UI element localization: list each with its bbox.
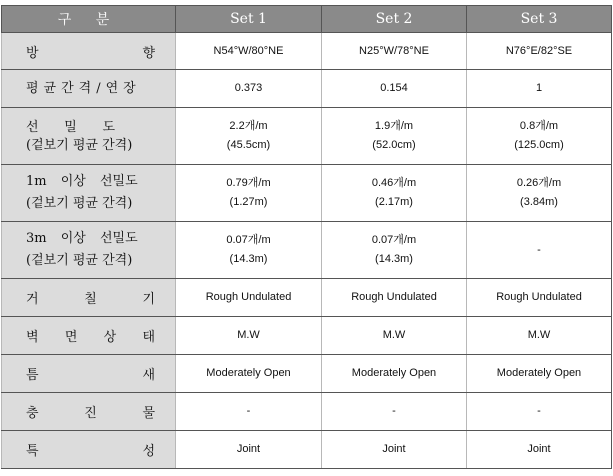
- cell-set-2: N25°W/78°NE: [322, 33, 467, 70]
- cell-set-2: 0.07개/m (14.3m): [322, 222, 467, 279]
- cell-set-1: 0.373: [176, 70, 322, 108]
- header-set-3: Set 3: [467, 6, 612, 33]
- cell-set-1: N54°W/80°NE: [176, 33, 322, 70]
- row-linear-density: [2, 108, 612, 165]
- cell-set-3: M.W: [467, 317, 612, 355]
- cell-set-3: 0.8개/m (125.0cm): [467, 108, 612, 165]
- cell-set-2: Rough Undulated: [322, 279, 467, 317]
- header-set-1: Set 1: [176, 6, 322, 33]
- cell-set-3: N76°E/82°SE: [467, 33, 612, 70]
- row-density-over-1m: [2, 165, 612, 222]
- cell-set-1: 0.79개/m (1.27m): [176, 165, 322, 222]
- cell-set-1: 0.07개/m (14.3m): [176, 222, 322, 279]
- row-mean-spacing: [2, 70, 612, 108]
- cell-set-2: 0.46개/m (2.17m): [322, 165, 467, 222]
- cell-set-2: M.W: [322, 317, 467, 355]
- row-roughness: [2, 279, 612, 317]
- joint-set-table: [1, 5, 612, 469]
- cell-set-3: -: [467, 222, 612, 279]
- row-wall-condition: [2, 317, 612, 355]
- row-label: 1m 이상 선밀도 (겉보기 평균 간격): [2, 165, 176, 222]
- cell-set-2: 1.9개/m (52.0cm): [322, 108, 467, 165]
- row-label: 평균간격/연장: [2, 70, 176, 108]
- cell-set-3: Rough Undulated: [467, 279, 612, 317]
- row-label: 벽 면 상 태: [2, 317, 176, 355]
- cell-set-3: Joint: [467, 431, 612, 469]
- row-label: 충 진 물: [2, 393, 176, 431]
- header-row: [2, 6, 612, 33]
- cell-set-2: Joint: [322, 431, 467, 469]
- row-label: 거 칠 기: [2, 279, 176, 317]
- row-label: 선 밀 도 (겉보기 평균 간격): [2, 108, 176, 165]
- row-label: 틈 새: [2, 355, 176, 393]
- header-label: 구 분: [2, 6, 176, 33]
- cell-set-3: -: [467, 393, 612, 431]
- cell-set-2: Moderately Open: [322, 355, 467, 393]
- row-filling: [2, 393, 612, 431]
- cell-set-1: 2.2개/m (45.5cm): [176, 108, 322, 165]
- cell-set-1: M.W: [176, 317, 322, 355]
- header-set-2: Set 2: [322, 6, 467, 33]
- row-aperture: [2, 355, 612, 393]
- row-label: 특 성: [2, 431, 176, 469]
- row-density-over-3m: [2, 222, 612, 279]
- row-direction: [2, 33, 612, 70]
- cell-set-1: Moderately Open: [176, 355, 322, 393]
- cell-set-1: Joint: [176, 431, 322, 469]
- cell-set-3: Moderately Open: [467, 355, 612, 393]
- cell-set-2: 0.154: [322, 70, 467, 108]
- row-label: 방 향: [2, 33, 176, 70]
- cell-set-3: 1: [467, 70, 612, 108]
- row-label: 3m 이상 선밀도 (겉보기 평균 간격): [2, 222, 176, 279]
- cell-set-2: -: [322, 393, 467, 431]
- cell-set-1: Rough Undulated: [176, 279, 322, 317]
- cell-set-1: -: [176, 393, 322, 431]
- row-characteristic: [2, 431, 612, 469]
- cell-set-3: 0.26개/m (3.84m): [467, 165, 612, 222]
